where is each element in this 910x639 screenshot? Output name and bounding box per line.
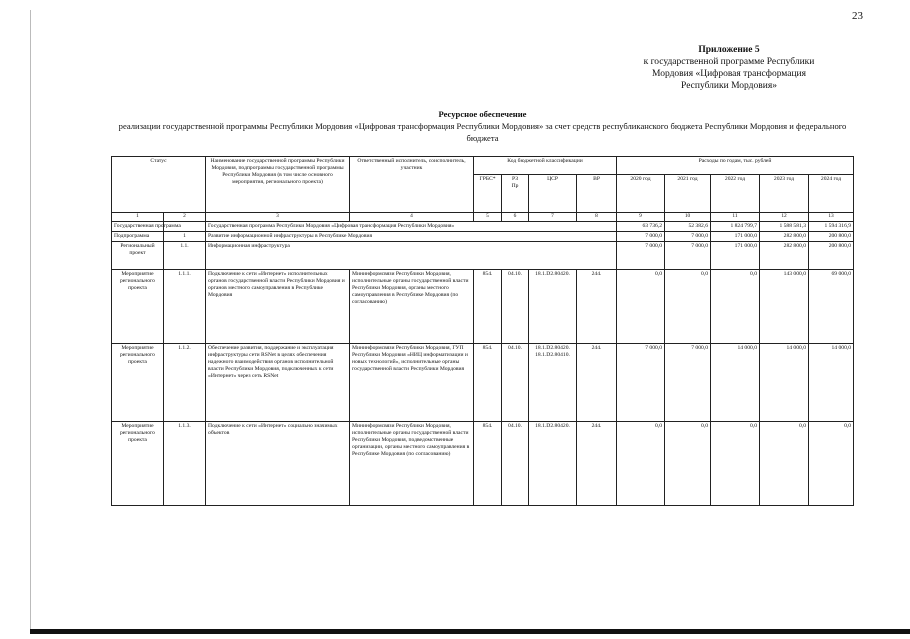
- cell-status: Мероприятие регионального проекта: [112, 270, 164, 344]
- cell-rz-pr: 04.10.: [502, 422, 529, 506]
- cell-value: 7 000,0: [665, 344, 711, 422]
- cell-csr: 18.1.D2.80420. 18.1.D2.80410.: [529, 344, 577, 422]
- cell-value: 7 000,0: [617, 242, 665, 270]
- appendix-line: Республики Мордовия»: [681, 81, 777, 91]
- column-number: 9: [617, 213, 665, 222]
- cell-responsible: Мининформсвязи Республики Мордовия, исполнительные органы государственной власти Республики Мордовия, подведомственные организации, органы местного самоуправления в Республике Мордовия (по согласованию): [350, 422, 474, 506]
- cell-value: 0,0: [665, 270, 711, 344]
- cell-status: Подпрограмма: [112, 232, 164, 242]
- cell-value: 171 000,0: [711, 232, 760, 242]
- column-number: 8: [577, 213, 617, 222]
- cell-value: 52 382,6: [665, 222, 711, 232]
- header-rz-pr: [502, 175, 529, 213]
- document-heading: [110, 108, 855, 144]
- header-name: Наименование государственной программы Республики Мордовия, подпрограммы государственной программы Республики Мордовия (в том числе основного мероприятия, регионального проекта): [206, 157, 350, 213]
- appendix-line: к государственной программе Республики: [643, 57, 815, 67]
- cell-value: 7 000,0: [665, 242, 711, 270]
- cell-grbs: 854.: [474, 270, 502, 344]
- cell-rz-pr: 04.10.: [502, 270, 529, 344]
- cell-value: 143 000,0: [760, 270, 809, 344]
- cell-grbs: 854.: [474, 422, 502, 506]
- cell-value: 1 594 316,9: [809, 222, 854, 232]
- cell-name: Информационная инфраструктура: [206, 242, 617, 270]
- cell-value: 0,0: [711, 270, 760, 344]
- cell-name: Государственная программа Республики Мордовия «Цифровая трансформация Республики Мордовия»: [206, 222, 617, 232]
- header-rz: РЗ: [512, 176, 518, 182]
- cell-value: 171 000,0: [711, 242, 760, 270]
- column-number: 5: [474, 213, 502, 222]
- header-responsible: Ответственный исполнитель, соисполнитель, участник: [350, 157, 474, 213]
- header-grbs: ГРБС*: [474, 175, 502, 213]
- column-number: 3: [206, 213, 350, 222]
- cell-value: 0,0: [809, 422, 854, 506]
- cell-value: 7 000,0: [617, 232, 665, 242]
- header-year: 2022 год: [711, 175, 760, 213]
- cell-value: 200 800,0: [809, 232, 854, 242]
- cell-value: 0,0: [617, 270, 665, 344]
- header-year: 2021 год: [665, 175, 711, 213]
- scan-bottom-border: [30, 629, 910, 634]
- cell-value: 1 588 581,3: [760, 222, 809, 232]
- cell-responsible: Мининформсвязи Республики Мордовия, ГУП Республики Мордовия «НИЦ информатизации и новых технологий», исполнительные органы государственной власти Республики Мордовия: [350, 344, 474, 422]
- cell-value: 0,0: [760, 422, 809, 506]
- cell-number: 1.1.2.: [164, 344, 206, 422]
- cell-number: 1.1.: [164, 242, 206, 270]
- cell-csr: 18.1.D2.80420.: [529, 270, 577, 344]
- column-number: 4: [350, 213, 474, 222]
- cell-value: 7 000,0: [665, 232, 711, 242]
- cell-status: Мероприятие регионального проекта: [112, 344, 164, 422]
- cell-vr: 244.: [577, 344, 617, 422]
- heading-title: Ресурсное обеспечение: [438, 109, 527, 119]
- cell-status: Государственная программа: [112, 222, 164, 232]
- appendix-line: Мордовия «Цифровая трансформация: [651, 69, 807, 79]
- cell-status: Региональный проект: [112, 242, 164, 270]
- column-number: 11: [711, 213, 760, 222]
- cell-value: 63 736,2: [617, 222, 665, 232]
- cell-rz-pr: 04.10.: [502, 344, 529, 422]
- cell-value: 0,0: [617, 422, 665, 506]
- appendix-title: Приложение 5: [698, 45, 760, 55]
- scan-edge: [30, 10, 31, 630]
- cell-grbs: 854.: [474, 344, 502, 422]
- cell-number: 1.1.3.: [164, 422, 206, 506]
- header-status: Статус: [112, 157, 206, 213]
- column-number: 1: [112, 213, 164, 222]
- column-number: 2: [164, 213, 206, 222]
- table-row: [112, 422, 854, 506]
- cell-number: 1: [164, 232, 206, 242]
- header-budget-code: Код бюджетной классификации: [474, 157, 617, 175]
- cell-value: 7 000,0: [617, 344, 665, 422]
- column-number: 7: [529, 213, 577, 222]
- column-number: 13: [809, 213, 854, 222]
- header-year: 2020 год: [617, 175, 665, 213]
- header-pr: Пр: [511, 183, 519, 189]
- cell-name: Подключение к сети «Интернет» социально значимых объектов: [206, 422, 350, 506]
- column-number: 6: [502, 213, 529, 222]
- cell-value: 282 800,0: [760, 232, 809, 242]
- heading-subtitle: реализации государственной программы Республики Мордовия «Цифровая трансформация Республики Мордовия» за счет средств республиканского бюджета Республики Мордовия и федерального бюджета: [118, 121, 847, 143]
- cell-value: 200 800,0: [809, 242, 854, 270]
- header-year: 2023 год: [760, 175, 809, 213]
- resource-table: [111, 156, 854, 506]
- header-csr: ЦСР: [529, 175, 577, 213]
- table-row: [112, 344, 854, 422]
- column-number: 10: [665, 213, 711, 222]
- cell-value: 282 800,0: [760, 242, 809, 270]
- header-year: 2024 год: [809, 175, 854, 213]
- table-row: [112, 232, 854, 242]
- cell-value: 69 000,0: [809, 270, 854, 344]
- cell-responsible: Мининформсвязи Республики Мордовия, исполнительные органы государственной власти Республики Мордовия, органы местного самоуправления в Республике Мордовия (по согласованию): [350, 270, 474, 344]
- cell-number: 1.1.1.: [164, 270, 206, 344]
- cell-value: 0,0: [711, 422, 760, 506]
- page-number: 23: [852, 10, 863, 22]
- table-row: [112, 270, 854, 344]
- cell-value: 14 000,0: [809, 344, 854, 422]
- cell-value: 14 000,0: [711, 344, 760, 422]
- cell-value: 1 824 799,7: [711, 222, 760, 232]
- cell-vr: 244.: [577, 422, 617, 506]
- header-expenses: Расходы по годам, тыс. рублей: [617, 157, 854, 175]
- cell-name: Подключение к сети «Интернет» исполнительных органов государственной власти Республики Мордовия и органов местного самоуправления в Республике Мордовия: [206, 270, 350, 344]
- cell-csr: 18.1.D2.80420.: [529, 422, 577, 506]
- cell-value: 14 000,0: [760, 344, 809, 422]
- cell-vr: 244.: [577, 270, 617, 344]
- header-vr: ВР: [577, 175, 617, 213]
- cell-value: 0,0: [665, 422, 711, 506]
- cell-name: Развитие информационной инфраструктуры в Республике Мордовия: [206, 232, 617, 242]
- cell-name: Обеспечение развития, поддержание и эксплуатация инфраструктуры сети RSNet в целях обеспечения надежного взаимодействия органов исполнительной власти Республики Мордовия, подключенных к сети «Интернет» через сеть RSNet: [206, 344, 350, 422]
- column-number: 12: [760, 213, 809, 222]
- cell-status: Мероприятие регионального проекта: [112, 422, 164, 506]
- table-row: [112, 242, 854, 270]
- appendix-block: [619, 44, 839, 92]
- table-row: [112, 222, 854, 232]
